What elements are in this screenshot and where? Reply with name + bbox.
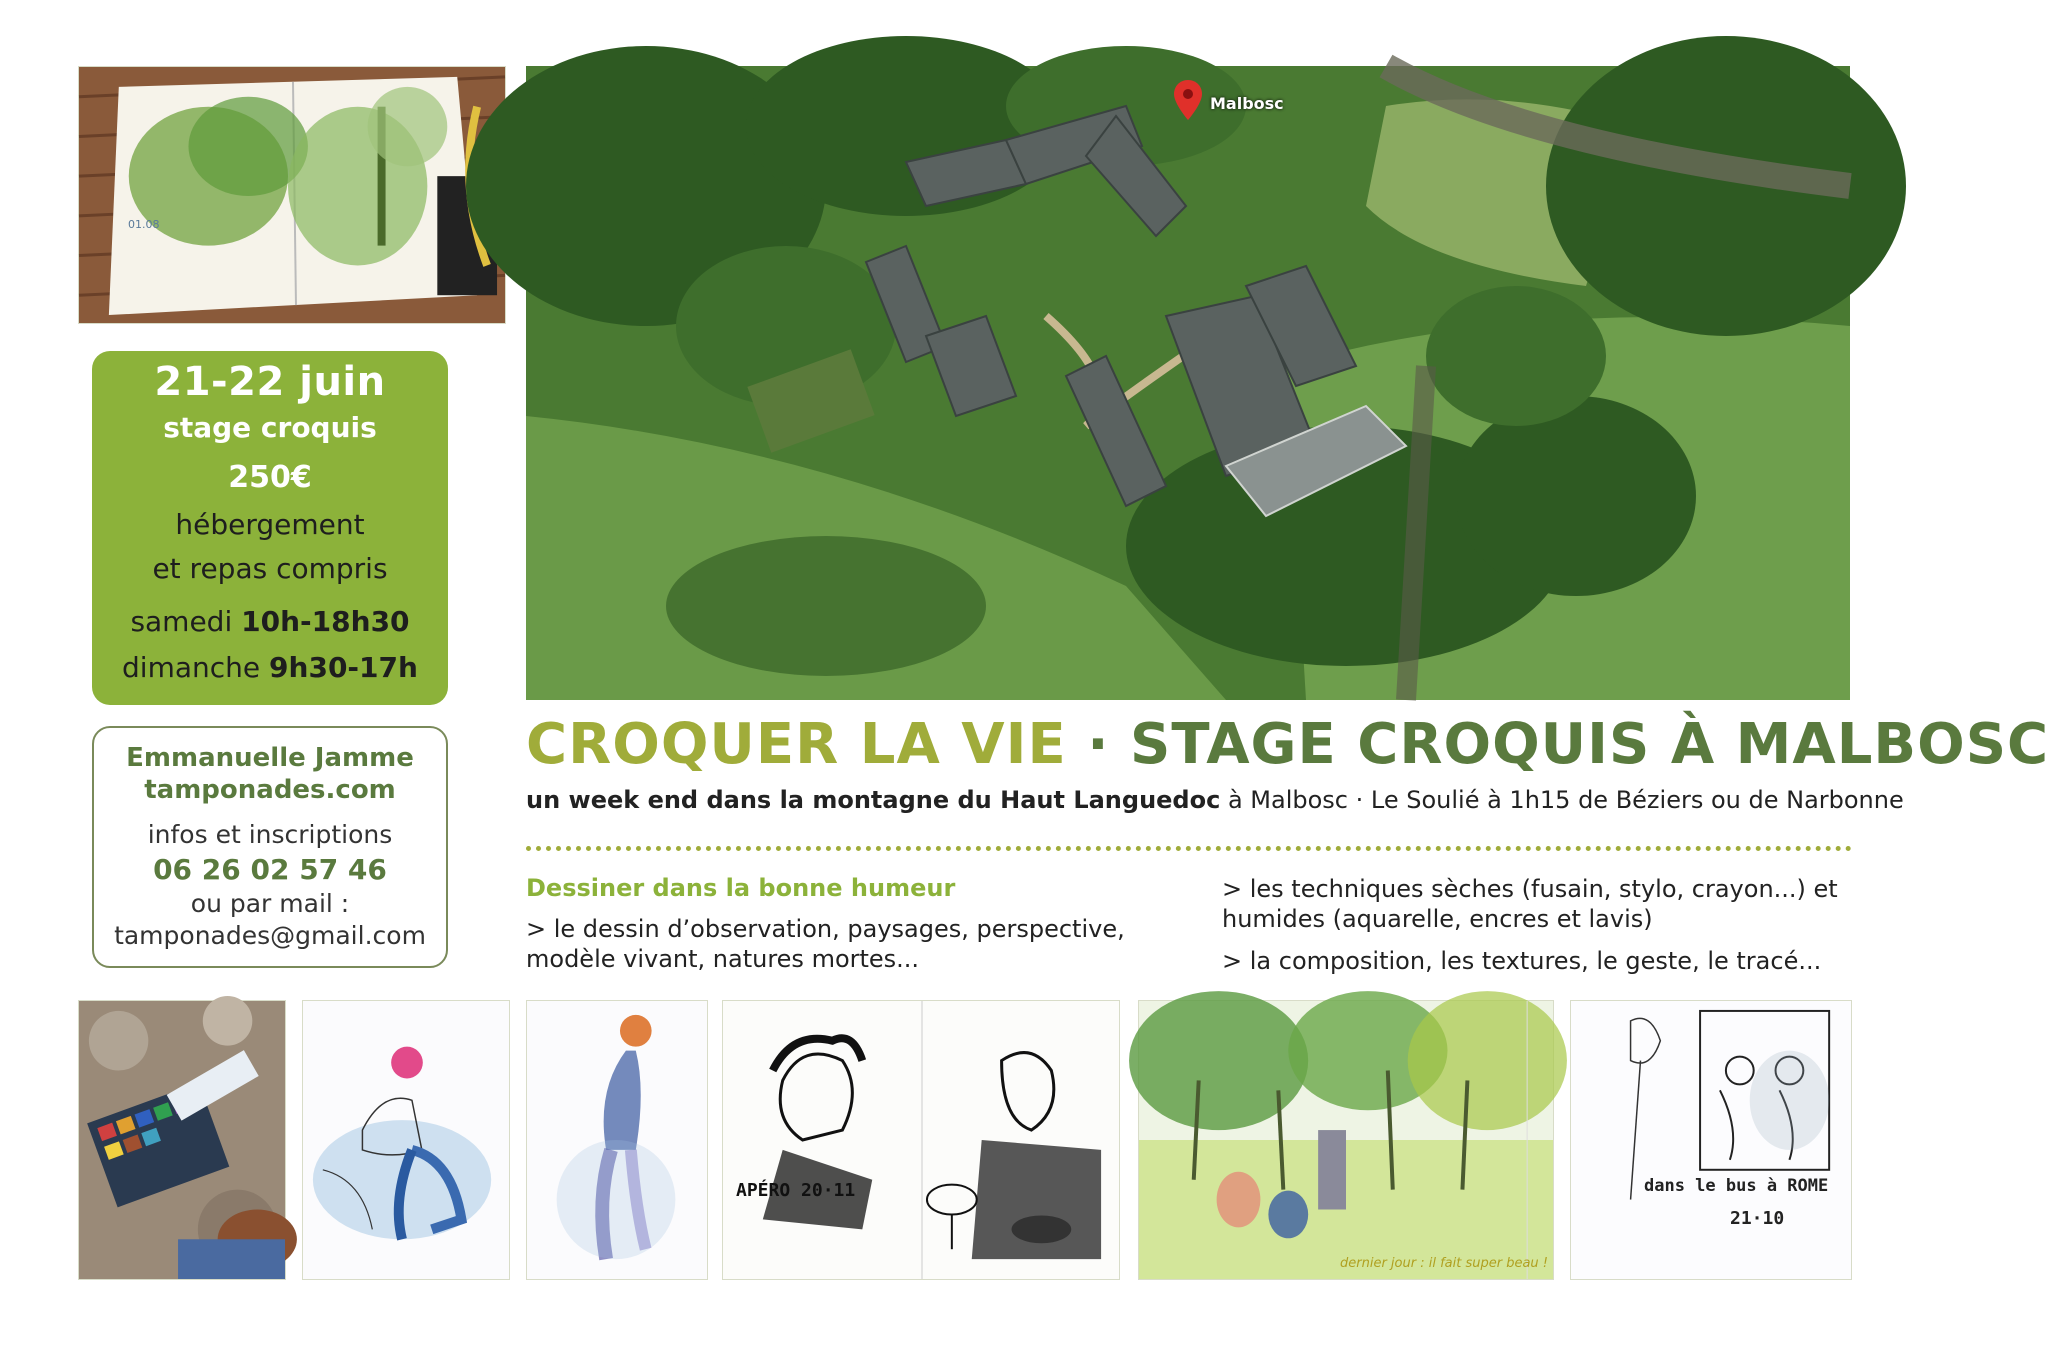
event-price: 250€ [228,460,312,495]
organizer-name: Emmanuelle Jamme [126,743,414,773]
picnic-caption: dernier jour : il fait super beau ! [1340,1256,1548,1271]
sunday-label: dimanche [122,651,261,684]
apero-caption: APÉRO 20·11 [736,1180,856,1201]
program-heading: Dessiner dans la bonne humeur [526,874,956,902]
watercolor-palette-photo [78,1000,286,1280]
title-part-1: CROQUER LA VIE [526,712,1067,777]
saturday-hours: 10h-18h30 [241,605,410,638]
map-pin-icon[interactable] [1174,80,1202,120]
bus-sketch [1570,1000,1852,1280]
sketchbook-photo [78,66,506,324]
title-part-2: STAGE CROQUIS À MALBOSC [1130,712,2049,777]
satellite-map[interactable] [526,66,1850,700]
subtitle-bold: un week end dans la montagne du Haut Languedoc [526,786,1221,814]
lodging-line-2: et repas compris [152,552,388,585]
map-location-label: Malbosc [1210,94,1284,113]
saturday-schedule [92,599,448,645]
figure-sketch-2 [526,1000,708,1280]
dotted-divider [526,846,1852,851]
subtitle-rest: à Malbosc · Le Soulié à 1h15 de Béziers ou de Narbonne [1220,786,1904,814]
program-column-2 [1222,874,1862,976]
bus-caption: dans le bus à ROME [1644,1176,1829,1196]
saturday-label: samedi [130,605,233,638]
page-title [526,712,2049,777]
program-item-1: > le dessin d’observation, paysages, perspective, modèle vivant, natures mortes... [526,915,1125,973]
event-info-box [92,351,448,705]
event-type: stage croquis [163,411,377,444]
bus-date: 21·10 [1730,1208,1785,1229]
park-watercolor [1138,1000,1554,1280]
event-dates: 21-22 juin [154,359,386,405]
sunday-schedule [92,645,448,691]
contact-box [92,726,448,968]
or-mail-label: ou par mail : [190,889,350,918]
notebook-date: 01.08 [128,218,160,231]
sunday-hours: 9h30-17h [269,651,418,684]
title-separator: · [1087,712,1110,777]
infos-label: infos et inscriptions [147,820,393,849]
program-item-2: > les techniques sèches (fusain, stylo, crayon...) et humides (aquarelle, encres et lavis) [1222,875,1838,933]
figure-sketch-1 [302,1000,510,1280]
lodging-line-1: hébergement [175,508,365,541]
apero-sketch [722,1000,1120,1280]
phone-number[interactable]: 06 26 02 57 46 [153,853,387,886]
subtitle [526,786,1904,814]
website-link[interactable]: tamponades.com [144,775,396,805]
program-item-3: > la composition, les textures, le geste, le tracé... [1222,947,1822,975]
email-link[interactable]: tamponades@gmail.com [114,921,426,950]
